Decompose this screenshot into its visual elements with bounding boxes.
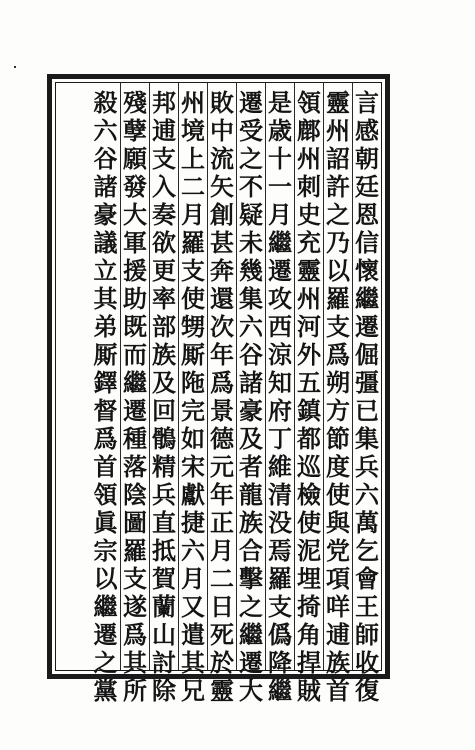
character: 言 <box>355 88 379 117</box>
character: 中 <box>210 116 234 145</box>
character: 首 <box>326 676 350 705</box>
character: 落 <box>123 452 147 481</box>
character: 遂 <box>123 592 147 621</box>
character: 繼 <box>355 284 379 313</box>
character: 兵 <box>355 452 379 481</box>
character: 厮 <box>93 340 118 369</box>
character: 精 <box>152 452 176 481</box>
character: 乞 <box>355 536 379 565</box>
character: 靈 <box>210 676 234 705</box>
character: 朝 <box>355 144 379 173</box>
character: 清 <box>268 480 292 509</box>
character: 以 <box>93 564 118 593</box>
text-column-10 <box>91 83 120 705</box>
character: 支 <box>152 144 176 173</box>
character: 之 <box>239 592 263 621</box>
character: 五 <box>297 368 321 397</box>
character: 繼 <box>268 676 292 705</box>
character: 支 <box>123 564 147 593</box>
character: 首 <box>93 452 118 481</box>
character: 方 <box>326 396 350 425</box>
character: 擊 <box>239 564 263 593</box>
character: 大 <box>239 676 263 705</box>
character: 朔 <box>326 368 350 397</box>
character: 遷 <box>93 620 118 649</box>
character: 助 <box>123 284 147 313</box>
character: 支 <box>326 312 350 341</box>
character: 領 <box>297 88 321 117</box>
character: 甥 <box>181 312 205 341</box>
character: 遷 <box>123 396 147 425</box>
character: 境 <box>181 116 205 145</box>
character: 完 <box>181 396 205 425</box>
character: 充 <box>297 228 321 257</box>
character: 掎 <box>297 592 321 621</box>
character: 羅 <box>123 536 147 565</box>
character: 角 <box>297 620 321 649</box>
text-column-5 <box>236 83 265 705</box>
character: 外 <box>297 340 321 369</box>
text-column-2 <box>323 83 352 705</box>
character: 繼 <box>123 368 147 397</box>
character: 彊 <box>355 368 379 397</box>
character: 没 <box>268 508 292 537</box>
character: 遷 <box>239 648 263 677</box>
character: 鄜 <box>297 116 321 145</box>
character: 感 <box>355 116 379 145</box>
character: 收 <box>355 648 379 677</box>
text-column-4 <box>265 83 294 705</box>
character: 更 <box>152 256 176 285</box>
character: 死 <box>210 620 234 649</box>
character: 六 <box>181 536 205 565</box>
character: 其 <box>181 648 205 677</box>
character: 僞 <box>268 620 292 649</box>
character: 受 <box>239 116 263 145</box>
character: 歳 <box>268 116 292 145</box>
character: 甚 <box>210 228 234 257</box>
character: 谷 <box>239 340 263 369</box>
character: 谷 <box>93 144 118 173</box>
character: 及 <box>239 424 263 453</box>
character: 其 <box>93 284 118 313</box>
margin-dot <box>14 66 16 68</box>
character: 鎮 <box>297 396 321 425</box>
character: 日 <box>210 592 234 621</box>
character: 繼 <box>93 592 118 621</box>
character: 大 <box>123 200 147 229</box>
character: 敗 <box>210 88 234 117</box>
character: 六 <box>355 480 379 509</box>
character: 之 <box>93 648 118 677</box>
text-column-9 <box>120 83 149 705</box>
character: 遷 <box>239 88 263 117</box>
character: 奏 <box>152 200 176 229</box>
character: 於 <box>210 648 234 677</box>
character: 懷 <box>355 256 379 285</box>
text-columns <box>56 83 381 705</box>
character: 族 <box>326 648 350 677</box>
character: 繼 <box>239 620 263 649</box>
character: 月 <box>181 564 205 593</box>
text-frame <box>47 74 390 705</box>
character: 豪 <box>93 200 118 229</box>
character: 未 <box>239 228 263 257</box>
character: 爲 <box>326 340 350 369</box>
character: 入 <box>152 172 176 201</box>
character: 族 <box>152 340 176 369</box>
character: 豪 <box>239 396 263 425</box>
character: 所 <box>123 676 147 705</box>
character: 賊 <box>297 676 321 705</box>
character: 不 <box>239 172 263 201</box>
character: 而 <box>123 340 147 369</box>
character: 軍 <box>123 228 147 257</box>
character: 族 <box>239 508 263 537</box>
character: 節 <box>326 424 350 453</box>
character: 二 <box>210 564 234 593</box>
character: 爲 <box>210 368 234 397</box>
character: 殘 <box>123 88 147 117</box>
character: 遷 <box>268 256 292 285</box>
character: 月 <box>268 200 292 229</box>
character: 之 <box>326 200 350 229</box>
character: 邦 <box>152 88 176 117</box>
text-column-3 <box>294 83 323 705</box>
character: 都 <box>297 424 321 453</box>
character: 宗 <box>93 536 118 565</box>
character: 疑 <box>239 200 263 229</box>
character: 諸 <box>239 368 263 397</box>
character: 諸 <box>93 172 118 201</box>
text-column-1 <box>352 83 381 705</box>
character: 鐸 <box>93 368 118 397</box>
character: 幾 <box>239 256 263 285</box>
character: 與 <box>326 508 350 537</box>
character: 討 <box>152 648 176 677</box>
character: 弟 <box>93 312 118 341</box>
character: 使 <box>297 508 321 537</box>
character: 党 <box>326 536 350 565</box>
character: 月 <box>210 536 234 565</box>
character: 爲 <box>93 424 118 453</box>
character: 西 <box>268 312 292 341</box>
character: 爲 <box>123 620 147 649</box>
character: 次 <box>210 312 234 341</box>
character: 王 <box>355 592 379 621</box>
character: 援 <box>123 256 147 285</box>
character: 議 <box>93 228 118 257</box>
character: 欲 <box>152 228 176 257</box>
character: 又 <box>181 592 205 621</box>
character: 六 <box>93 116 118 145</box>
character: 捷 <box>181 508 205 537</box>
character: 降 <box>268 648 292 677</box>
character: 維 <box>268 452 292 481</box>
character: 詔 <box>326 144 350 173</box>
character: 直 <box>152 508 176 537</box>
character: 除 <box>152 676 176 705</box>
character: 年 <box>210 340 234 369</box>
character: 信 <box>355 228 379 257</box>
character: 督 <box>93 396 118 425</box>
character: 倔 <box>355 340 379 369</box>
character: 鶻 <box>152 424 176 453</box>
character: 遷 <box>355 312 379 341</box>
character: 孽 <box>123 116 147 145</box>
character: 萬 <box>355 508 379 537</box>
character: 繼 <box>268 228 292 257</box>
character: 賀 <box>152 564 176 593</box>
character: 陁 <box>181 368 205 397</box>
character: 獻 <box>181 480 205 509</box>
character: 眞 <box>93 508 118 537</box>
character: 許 <box>326 172 350 201</box>
text-column-7 <box>178 83 207 705</box>
character: 月 <box>181 200 205 229</box>
character: 使 <box>326 480 350 509</box>
character: 合 <box>239 536 263 565</box>
character: 回 <box>152 396 176 425</box>
character: 德 <box>210 424 234 453</box>
character: 刺 <box>297 172 321 201</box>
character: 山 <box>152 620 176 649</box>
character: 史 <box>297 200 321 229</box>
character: 使 <box>181 284 205 313</box>
character: 丁 <box>268 424 292 453</box>
character: 者 <box>239 452 263 481</box>
character: 矢 <box>210 172 234 201</box>
character: 檢 <box>297 480 321 509</box>
character: 元 <box>210 452 234 481</box>
character: 度 <box>326 452 350 481</box>
character: 府 <box>268 396 292 425</box>
character: 已 <box>355 396 379 425</box>
character: 領 <box>93 480 118 509</box>
character: 既 <box>123 312 147 341</box>
character: 支 <box>268 592 292 621</box>
character: 率 <box>152 284 176 313</box>
character: 如 <box>181 424 205 453</box>
character: 還 <box>210 284 234 313</box>
character: 恩 <box>355 200 379 229</box>
margin-mark <box>363 60 385 70</box>
character: 兵 <box>152 480 176 509</box>
character: 其 <box>123 648 147 677</box>
character: 上 <box>181 144 205 173</box>
character: 是 <box>268 88 292 117</box>
character: 師 <box>355 620 379 649</box>
character: 乃 <box>326 228 350 257</box>
character: 及 <box>152 368 176 397</box>
character: 陰 <box>123 480 147 509</box>
character: 集 <box>239 284 263 313</box>
character: 流 <box>210 144 234 173</box>
character: 捍 <box>297 648 321 677</box>
character: 會 <box>355 564 379 593</box>
character: 蘭 <box>152 592 176 621</box>
character: 羅 <box>326 284 350 313</box>
character: 埋 <box>297 564 321 593</box>
character: 宋 <box>181 452 205 481</box>
character: 黨 <box>93 676 118 705</box>
character: 靈 <box>326 88 350 117</box>
character: 部 <box>152 312 176 341</box>
character: 正 <box>210 508 234 537</box>
character: 羅 <box>181 228 205 257</box>
character: 知 <box>268 368 292 397</box>
character: 種 <box>123 424 147 453</box>
character: 攻 <box>268 284 292 313</box>
character: 州 <box>181 88 205 117</box>
character: 焉 <box>268 536 292 565</box>
character: 復 <box>355 676 379 705</box>
character: 圖 <box>123 508 147 537</box>
character: 之 <box>239 144 263 173</box>
character: 羅 <box>268 564 292 593</box>
character: 殺 <box>93 88 118 117</box>
character: 州 <box>297 284 321 313</box>
character: 州 <box>297 144 321 173</box>
character: 願 <box>123 144 147 173</box>
character: 河 <box>297 312 321 341</box>
character: 廷 <box>355 172 379 201</box>
character: 龍 <box>239 480 263 509</box>
character: 厮 <box>181 340 205 369</box>
character: 巡 <box>297 452 321 481</box>
character: 遣 <box>181 620 205 649</box>
character: 逋 <box>152 116 176 145</box>
character: 六 <box>239 312 263 341</box>
character: 支 <box>181 256 205 285</box>
character: 項 <box>326 564 350 593</box>
character: 州 <box>326 116 350 145</box>
character: 抵 <box>152 536 176 565</box>
character: 奔 <box>210 256 234 285</box>
character: 立 <box>93 256 118 285</box>
character: 靈 <box>297 256 321 285</box>
character: 兄 <box>181 676 205 705</box>
character: 發 <box>123 172 147 201</box>
character: 咩 <box>326 592 350 621</box>
character: 十 <box>268 144 292 173</box>
character: 泥 <box>297 536 321 565</box>
character: 涼 <box>268 340 292 369</box>
character: 創 <box>210 200 234 229</box>
character: 一 <box>268 172 292 201</box>
text-column-8 <box>149 83 178 705</box>
character: 景 <box>210 396 234 425</box>
text-column-6 <box>207 83 236 705</box>
character: 逋 <box>326 620 350 649</box>
character: 以 <box>326 256 350 285</box>
character: 二 <box>181 172 205 201</box>
character: 集 <box>355 424 379 453</box>
character: 年 <box>210 480 234 509</box>
